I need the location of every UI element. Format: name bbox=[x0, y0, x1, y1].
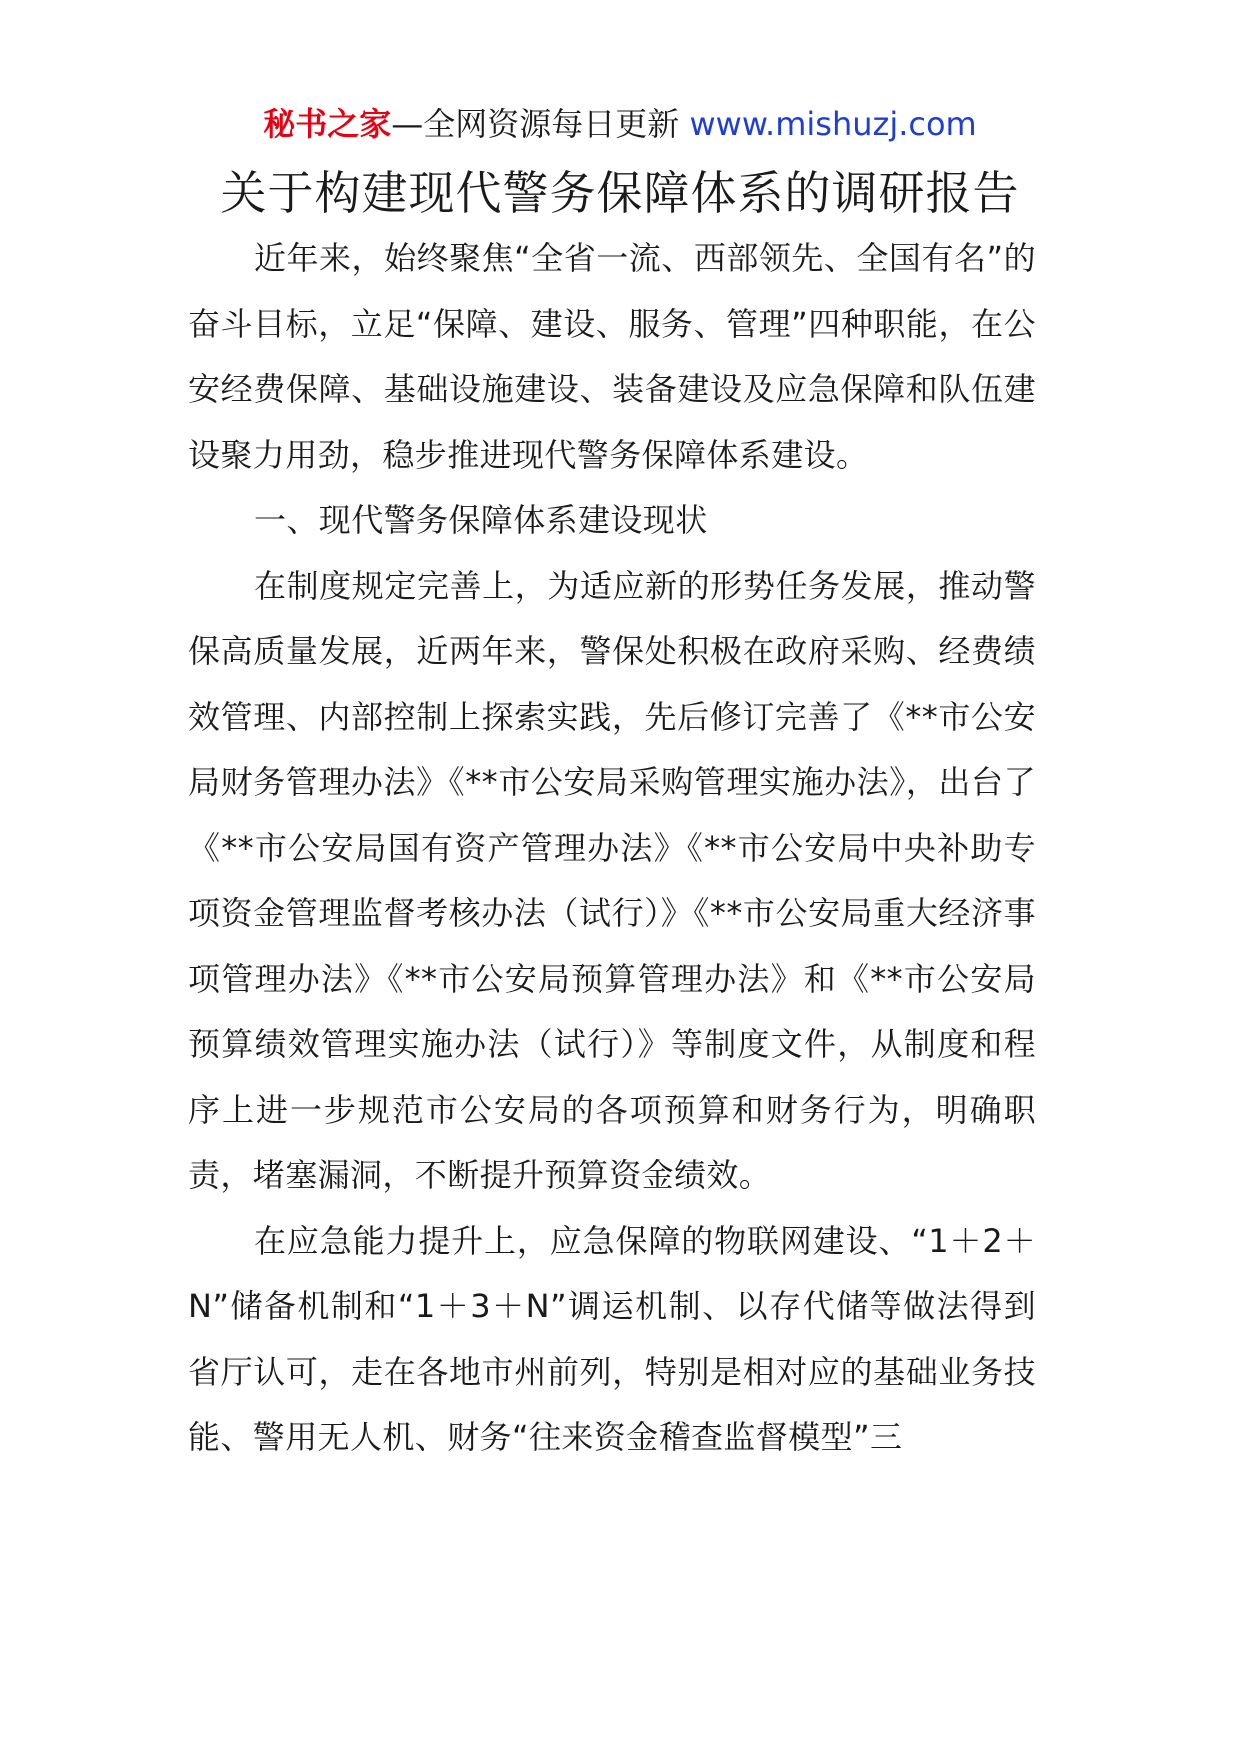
document-body bbox=[188, 226, 1036, 1471]
section-heading: 一、现代警务保障体系建设现状 bbox=[254, 501, 708, 539]
site-name: 秘书之家 bbox=[263, 105, 392, 143]
site-tagline: —全网资源每日更新 bbox=[391, 105, 680, 143]
site-header bbox=[0, 100, 1240, 148]
site-url-link[interactable]: www.mishuzj.com bbox=[689, 105, 977, 143]
paragraph-emergency: 在应急能力提升上，应急保障的物联网建设、“1＋2＋N”储备机制和“1＋3＋N”调运机制、以存代储等做法得到省厅认可，走在各地市州前列，特别是相对应的基础业务技能、警用无人机、财务“往来资金稽查监督模型”三 bbox=[188, 1221, 1036, 1456]
paragraph-intro: 近年来，始终聚焦“全省一流、西部领先、全国有名”的奋斗目标，立足“保障、建设、服务、管理”四种职能，在公安经费保障、基础设施建设、装备建设及应急保障和队伍建设聚力用劲，稳步推进现代警务保障体系建设。 bbox=[188, 239, 1036, 474]
paragraph-regulations: 在制度规定完善上，为适应新的形势任务发展，推动警保高质量发展，近两年来，警保处积极在政府采购、经费绩效管理、内部控制上探索实践，先后修订完善了《**市公安局财务管理办法》《**市公安局采购管理实施办法》，出台了《**市公安局国有资产管理办法》《**市公安局中央补助专项资金管理监督考核办法（试行）》《**市公安局重大经济事项管理办法》《**市公安局预算管理办法》和《**市公安局预算绩效管理实施办法（试行）》等制度文件，从制度和程序上进一步规范市公安局的各项预算和财务行为，明确职责，堵塞漏洞，不断提升预算资金绩效。 bbox=[188, 566, 1036, 1194]
document-title: 关于构建现代警务保障体系的调研报告 bbox=[220, 166, 1020, 220]
